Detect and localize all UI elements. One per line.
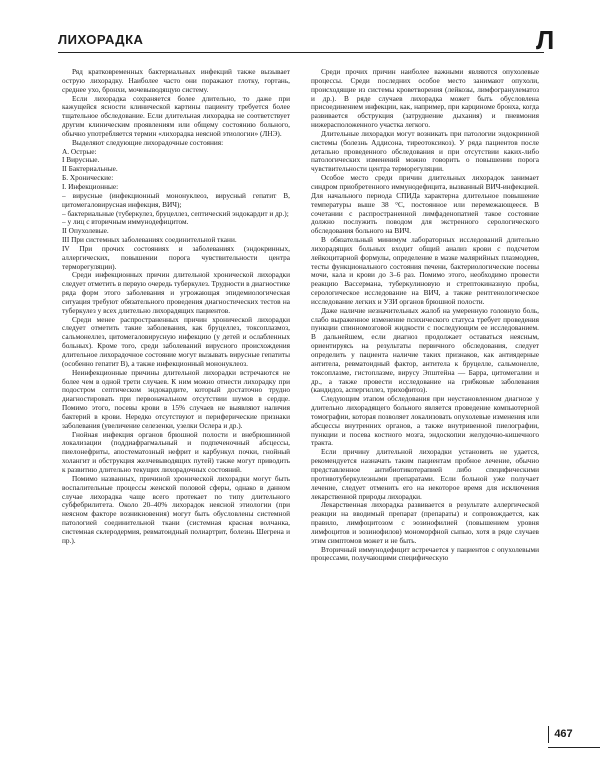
right-text-column: [311, 68, 539, 744]
list-item: III При системных заболеваниях соединительной ткани.: [62, 235, 237, 245]
paragraph: Следующим этапом обследования при неустановленном диагнозе у длительно лихорадящего больного является проведение компьютерной томографии, которая позволяет локализовать опухолевые изменения или абсцессы внутренних органов, а также внутривенной пиелографии, пункции и посева костного мозга, эндоскопии желудочно-кишечного тракта.: [311, 394, 539, 448]
paragraph: Помимо названных, причиной хронической лихорадки могут быть воспалительные процессы женской половой сферы, однако в данном случае лихорадка чаще всего протекает по типу длительного субфебрилитета. Около 20–40% лихорадок неясной этиологии (при неясном факторе возникновения) могут быть обусловлены системной патологией соединительной ткани (системная красная волчанка, системная склеродермия, ревматоидный полиартрит, болезнь Шегрена и пр.).: [62, 473, 290, 545]
paragraph: Особое место среди причин длительных лихорадок занимает синдром приобретенного иммунодефицита, вызванный ВИЧ-инфекцией. Для начального периода СПИДа характерна длительное повышение температуры выше 38 °С, постоянное или перемежающееся. В сочетании с распространенной лимфаденопатией такое состояние должно послужить поводом для экстренного серологического обследования больного на ВИЧ.: [311, 173, 539, 236]
paragraph: Если лихорадка сохраняется более длительно, то даже при кажущейся ясности клинической картины пациенту требуется более тщательное обследование. Если длительная лихорадка не соответствует другим клиническим проявлениям или общему состоянию больного, обычно употребляется термин «лихорадка неясной этиологии» (ЛНЭ).: [62, 93, 290, 138]
list-item: I Вирусные.: [62, 155, 100, 165]
header-rule: [58, 52, 544, 53]
footer-rule: [548, 747, 600, 748]
paragraph: Вторичный иммунодефицит встречается у пациентов с опухолевыми процессами, получающими специфическую: [311, 544, 539, 563]
paragraph: Среди менее распространенных причин хронической лихорадки следует отметить такие заболевания, как бруцеллез, токсоплазмоз, сальмонеллез, цитомегаловирусную инфекцию (у детей и ослабленных больных). Кроме того, среди заболеваний вирусного происхождения длительное лихорадочное состояние могут вызывать вирусные гепатиты (особенно гепатит В), а также инфекционный мононуклеоз.: [62, 314, 290, 368]
list-item: Б. Хронические:: [62, 173, 114, 183]
paragraph: Даже наличие незначительных жалоб на умеренную головную боль, слабо выраженное изменение психического статуса требует проведения пункции спинномозговой жидкости с последующим ее исследованием. В дальнейшем, если диагноз продолжает оставаться неясным, ориентируясь на результаты первичного обследования, следует определить у пациента наличие таких признаков, как антиядерные антитела, ревматоидный фактор, антитела к бруцелле, сальмонелле, токсоплазме, гистоплазме, вирусу Эпштейна — Барра, цитомегалии и др., а также провести исследование на грибковые заболевания (кандидоз, аспергиллез, трихофитоз).: [311, 305, 539, 395]
paragraph: В обязательный минимум лабораторных исследований длительно лихорадящих больных входит общий анализ крови с подсчетом лейкоцитарной формулы, определение в мазке малярийных плазмодиев, тесты функционального состояния печени, бактериологические посевы мочи, кала и крови до 3–6 раз. Помимо этого, необходимо провести реакцию Вассермана, туберкулиновую и стрептокиназную пробы, серологическое исследование на ВИЧ, а также рентгенологическое исследование легких и УЗИ органов брюшной полости.: [311, 235, 539, 306]
section-letter: Л: [536, 25, 555, 55]
paragraph: Длительные лихорадки могут возникать при патологии эндокринной системы (болезнь Аддисона, тиреотоксикоз). У ряда пациентов после детально проведенного обследования и при отсутствии каких-либо патологических изменений можно говорить о повышении порога чувствительности центра терморегуляции.: [311, 128, 539, 174]
list-item: – бактериальные (туберкулез, бруцеллез, септический эндокардит и др.);: [62, 208, 289, 218]
list-item: А. Острые:: [62, 146, 97, 156]
page-number-box: [548, 726, 578, 743]
list-item: – вирусные (инфекционный мононуклеоз, вирусный гепатит В, цитомегаловирусная инфекция, ВИЧ);: [62, 190, 290, 209]
running-header-title: ЛИХОРАДКА: [58, 32, 144, 47]
paragraph: Среди инфекционных причин длительной хронической лихорадки следует отметить в первую очередь туберкулез. Трудности в диагностике ряда форм этого заболевания и угрожающая эпидемиологическая ситуация требуют обязательного проведения диагностических тестов на туберкулез у всех длительно лихорадящих пациентов.: [62, 270, 290, 315]
paragraph: Среди прочих причин наиболее важными являются опухолевые процессы. Среди последних особое место занимают опухоли, происходящие из системы кроветворения (лейкозы, лимфогранулематоз и др.). В ряде случаев лихорадка может быть обусловлена присоединением инфекции, как, например, при карциноме бронха, когда развивается обструкция (затруднение дыхания) и пневмония нижерасположенного участка легкого.: [311, 68, 539, 130]
list-item: II Бактериальные.: [62, 164, 118, 174]
paragraph: Если причину длительной лихорадки установить не удается, рекомендуется назначать таким пациентам пробное лечение, обычно представленное антибиотикотерапией либо специфическими противотуберкулезными препаратами. Если больной уже получает лечение, следует отменить его на некоторое время для исключения лекарственной природы лихорадки.: [311, 447, 539, 501]
paragraph: Неинфекционные причины длительной лихорадки встречаются не более чем в одной трети случаев. К ним можно отнести лихорадку при подостром септическом эндокардите, который достаточно трудно диагностировать при первоначальном отсутствии шумов в сердце. Помимо этого, посевы крови в 15% случаев не выявляют наличия бактерий в крови. Нередко отсутствуют и периферические признаки заболевания (увеличение селезенки, узелки Ослера и др.).: [62, 367, 290, 430]
list-item: IV При прочих состояниях и заболеваниях (эндокринных, аллергических, повышении порога чувствительности центра терморегуляции).: [62, 243, 290, 271]
list-item: I. Инфекционные:: [62, 181, 119, 191]
paragraph: Лекарственная лихорадка развивается в результате аллергической реакции на вводимый препарат (препараты) и сопровождается, как правило, лимфоцитозом с эозинофилией (повышением уровня лимфоцитов и эозинофилов) мономорфной сыпью, хотя в ряде случаев этим симптомов может и не быть.: [311, 500, 539, 545]
running-header: [58, 30, 544, 56]
list-item: II Опухолевые.: [62, 226, 109, 236]
paragraph: Выделяют следующие лихорадочные состояния:: [72, 137, 224, 147]
page-number: 467: [554, 728, 573, 740]
left-text-column: [62, 68, 290, 744]
paragraph: Гнойная инфекция органов брюшной полости и внебрюшинной локализации (поддиафрагмальный и подпеченочный абсцессы, пиелонефриты, апостематозный нефрит и карбункул почки, гнойный холангит и обструкция желчевыводящих путей) также могут приводить к развитию длительно текущих лихорадочных состояний.: [62, 429, 290, 474]
paragraph: Ряд кратковременных бактериальных инфекций также вызывает острую лихорадку. Наиболее часто они поражают глотку, гортань, среднее ухо, бронхи, мочевыводящую систему.: [62, 68, 290, 94]
list-item: – у лиц с вторичным иммунодефицитом.: [62, 217, 189, 227]
